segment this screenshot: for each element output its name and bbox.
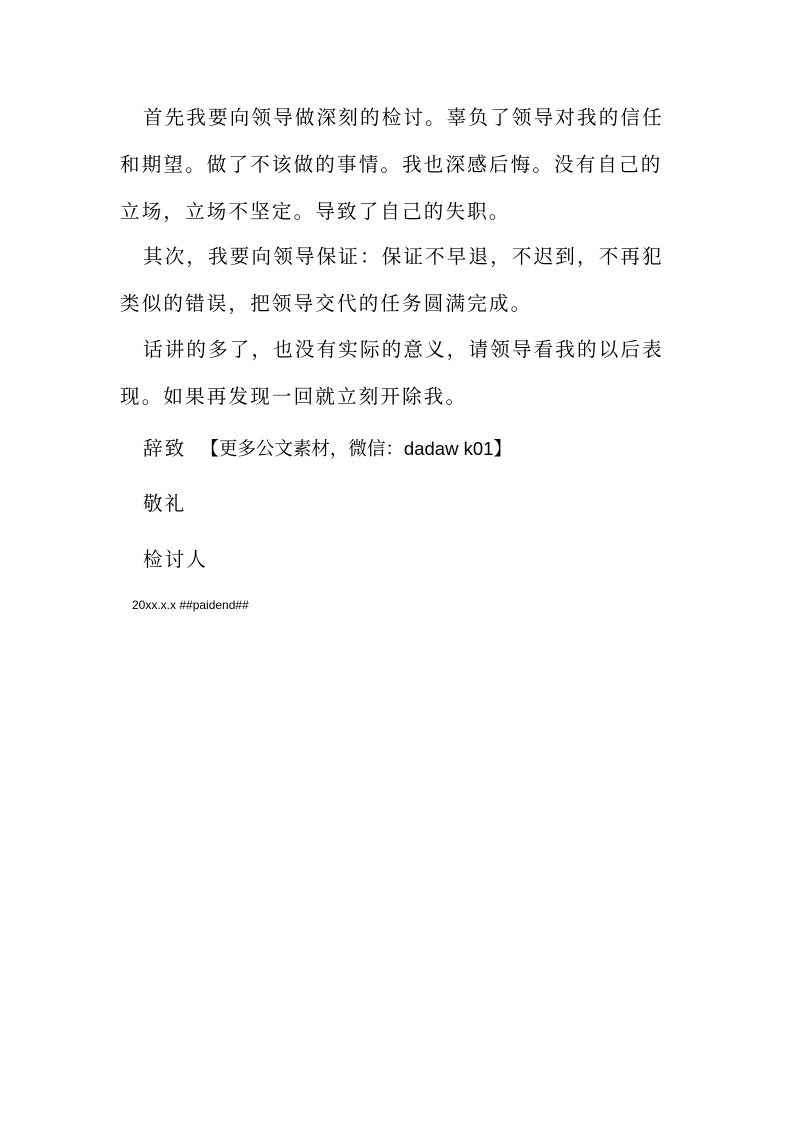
- salutation: 敬礼: [143, 492, 187, 515]
- date-line: 20xx.x.x ##paidend##: [132, 598, 249, 612]
- paragraph-conclusion: 话讲的多了，也没有实际的意义，请领导看我的以后表现。如果再发现一回就立刻开除我。: [120, 338, 664, 408]
- closing-line: [143, 434, 512, 464]
- paragraph-self-criticism: 首先我要向领导做深刻的检讨。辜负了领导对我的信任和期望。做了不该做的事情。我也深感后悔。没有自己的立场，立场不坚定。导致了自己的失职。: [120, 106, 664, 223]
- signer-label: 检讨人: [143, 548, 209, 571]
- promo-note: 【更多公文素材，微信：dadaw k01】: [200, 438, 512, 459]
- paragraph-guarantee: 其次，我要向领导保证：保证不早退，不迟到，不再犯类似的错误，把领导交代的任务圆满完成。: [120, 245, 664, 315]
- closing-word: 辞致: [143, 437, 187, 460]
